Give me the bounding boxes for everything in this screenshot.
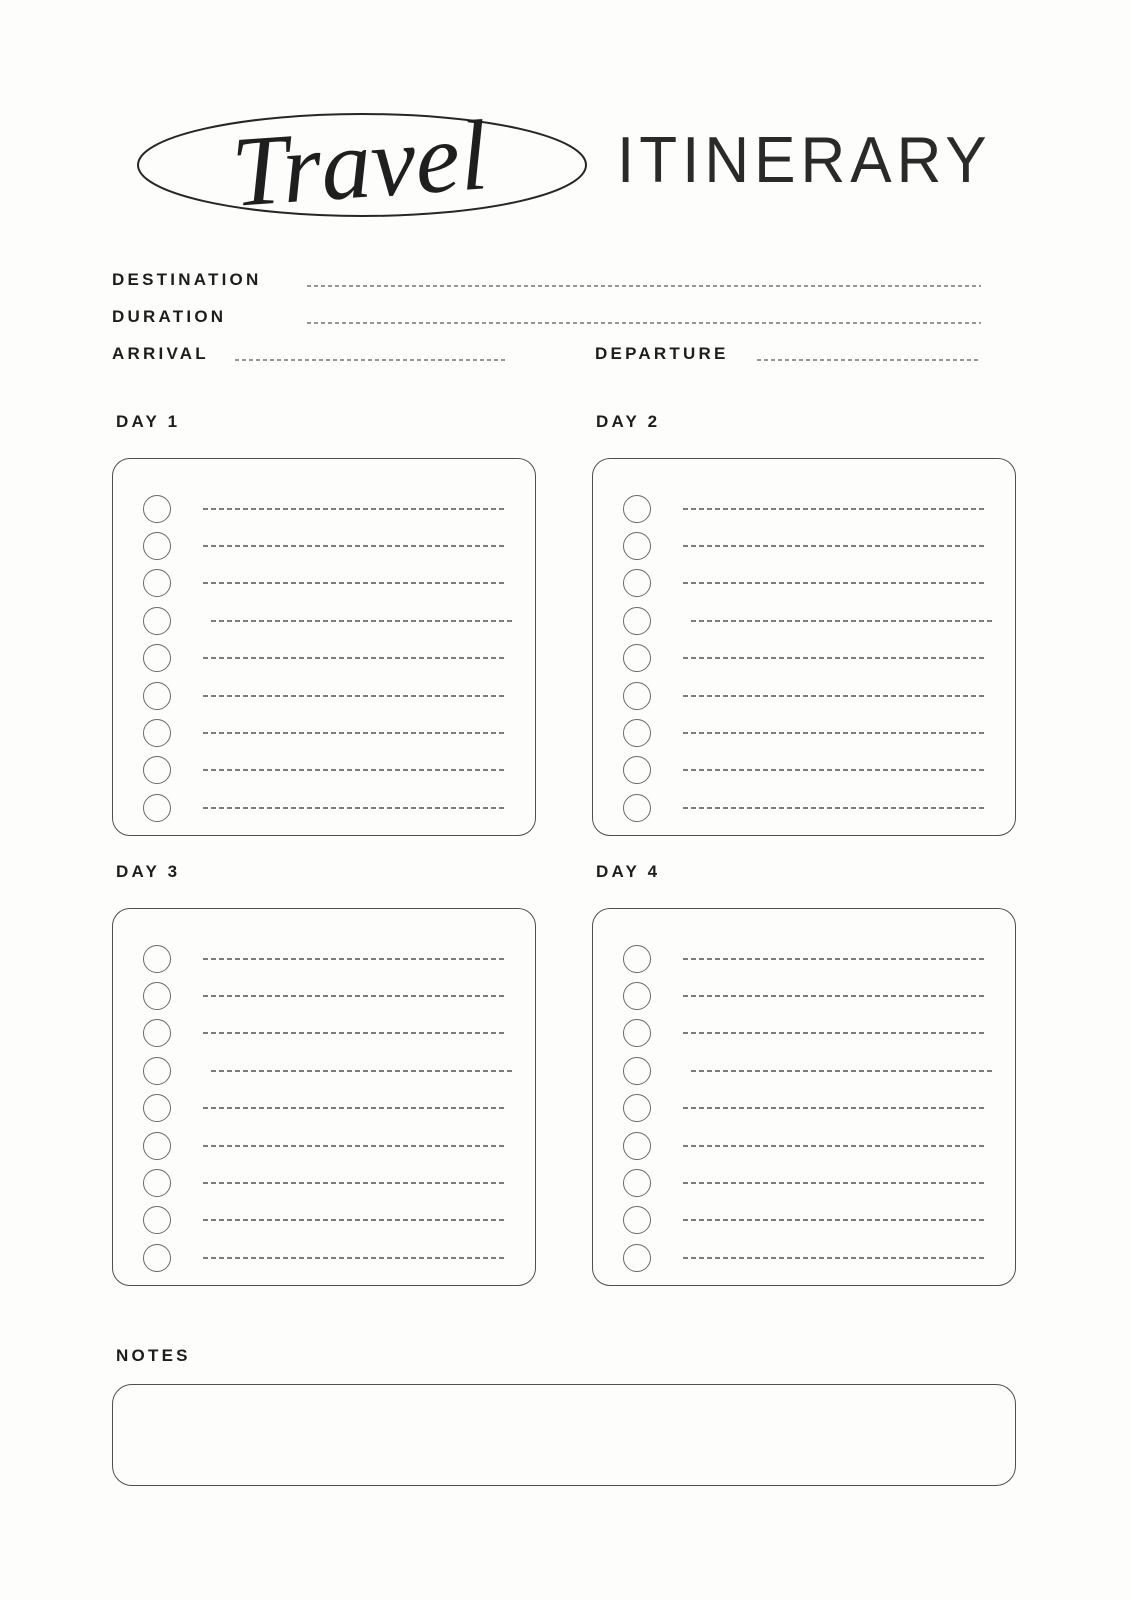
day-3-box <box>112 908 536 1286</box>
checklist-row <box>623 1202 985 1239</box>
checkbox-circle[interactable] <box>143 532 171 560</box>
checklist-row <box>143 1015 505 1052</box>
entry-line[interactable] <box>203 695 505 697</box>
page-title: ITINERARY <box>617 124 992 197</box>
entry-line[interactable] <box>203 732 505 734</box>
checkbox-circle[interactable] <box>623 682 651 710</box>
arrival-departure-row <box>112 342 1016 364</box>
departure-label: DEPARTURE <box>595 344 729 363</box>
checklist-row <box>623 527 985 564</box>
entry-line[interactable] <box>203 582 505 584</box>
entry-line[interactable] <box>683 995 985 997</box>
checklist-row <box>143 1202 505 1239</box>
checkbox-circle[interactable] <box>143 495 171 523</box>
arrival-label: ARRIVAL <box>112 344 209 363</box>
checkbox-circle[interactable] <box>623 644 651 672</box>
checklist-row <box>623 940 985 977</box>
entry-line[interactable] <box>683 1107 985 1109</box>
checklist-row <box>143 1127 505 1164</box>
departure-line[interactable] <box>757 359 981 361</box>
entry-line[interactable] <box>691 620 993 622</box>
entry-line[interactable] <box>203 1107 505 1109</box>
checkbox-circle[interactable] <box>623 719 651 747</box>
checkbox-circle[interactable] <box>623 1057 651 1085</box>
script-title-text: Travel <box>228 99 492 228</box>
checklist-row <box>623 565 985 602</box>
entry-line[interactable] <box>683 1257 985 1259</box>
duration-row <box>112 305 1016 327</box>
entry-line[interactable] <box>203 657 505 659</box>
checkbox-circle[interactable] <box>143 1057 171 1085</box>
checkbox-circle[interactable] <box>143 569 171 597</box>
entry-line[interactable] <box>683 545 985 547</box>
checklist-row <box>623 752 985 789</box>
day-3-section <box>112 862 536 1286</box>
entry-line[interactable] <box>683 657 985 659</box>
checklist-row <box>143 677 505 714</box>
checklist-row <box>623 490 985 527</box>
entry-line[interactable] <box>203 1145 505 1147</box>
checkbox-circle[interactable] <box>623 1019 651 1047</box>
checklist-row <box>143 714 505 751</box>
entry-line[interactable] <box>203 769 505 771</box>
checkbox-circle[interactable] <box>143 945 171 973</box>
entry-line[interactable] <box>203 1032 505 1034</box>
checklist-row <box>623 1015 985 1052</box>
entry-line[interactable] <box>683 1145 985 1147</box>
checkbox-circle[interactable] <box>143 1206 171 1234</box>
entry-line[interactable] <box>211 620 513 622</box>
checkbox-circle[interactable] <box>623 569 651 597</box>
entry-line[interactable] <box>683 1219 985 1221</box>
title-ellipse-ornament <box>130 85 600 228</box>
checklist-row <box>143 977 505 1014</box>
entry-line[interactable] <box>691 1070 993 1072</box>
entry-line[interactable] <box>683 958 985 960</box>
entry-line[interactable] <box>683 1182 985 1184</box>
checkbox-circle[interactable] <box>143 719 171 747</box>
destination-label: DESTINATION <box>112 270 262 289</box>
checkbox-circle[interactable] <box>623 1206 651 1234</box>
checklist-row <box>143 490 505 527</box>
checklist-row <box>143 527 505 564</box>
entry-line[interactable] <box>683 1032 985 1034</box>
checklist-row <box>623 1127 985 1164</box>
notes-label: NOTES <box>116 1346 191 1365</box>
checklist-row <box>623 1052 985 1089</box>
checklist-row <box>143 602 505 639</box>
checklist-row <box>623 977 985 1014</box>
checklist-row <box>623 602 985 639</box>
destination-row <box>112 268 1016 290</box>
entry-line[interactable] <box>203 958 505 960</box>
checkbox-circle[interactable] <box>623 794 651 822</box>
day-4-section <box>592 862 1016 1286</box>
checkbox-circle[interactable] <box>623 756 651 784</box>
checklist-row <box>143 1239 505 1276</box>
entry-line[interactable] <box>203 1257 505 1259</box>
day-1-label: DAY 1 <box>116 412 181 431</box>
checklist-row <box>143 1090 505 1127</box>
checklist-row <box>143 640 505 677</box>
checkbox-circle[interactable] <box>143 756 171 784</box>
checklist-row <box>623 714 985 751</box>
checkbox-circle[interactable] <box>143 1019 171 1047</box>
checklist-row <box>623 1239 985 1276</box>
checklist-row <box>143 1164 505 1201</box>
checkbox-circle[interactable] <box>623 982 651 1010</box>
checklist-row <box>623 677 985 714</box>
entry-line[interactable] <box>683 582 985 584</box>
arrival-line[interactable] <box>235 359 508 361</box>
checkbox-circle[interactable] <box>623 532 651 560</box>
entry-line[interactable] <box>203 807 505 809</box>
entry-line[interactable] <box>203 1219 505 1221</box>
duration-line[interactable] <box>307 322 981 324</box>
trip-fields-section <box>112 268 1016 379</box>
checkbox-circle[interactable] <box>143 682 171 710</box>
entry-line[interactable] <box>683 807 985 809</box>
checklist-row <box>623 789 985 826</box>
entry-line[interactable] <box>203 995 505 997</box>
checkbox-circle[interactable] <box>623 945 651 973</box>
day-1-box <box>112 458 536 836</box>
page-header <box>130 85 1030 235</box>
entry-line[interactable] <box>683 508 985 510</box>
duration-label: DURATION <box>112 307 227 326</box>
day-2-section <box>592 412 1016 836</box>
checklist-row <box>143 789 505 826</box>
entry-line[interactable] <box>683 695 985 697</box>
entry-line[interactable] <box>203 545 505 547</box>
entry-line[interactable] <box>211 1070 513 1072</box>
checkbox-circle[interactable] <box>623 1244 651 1272</box>
checkbox-circle[interactable] <box>143 1094 171 1122</box>
checklist-row <box>143 565 505 602</box>
checklist-row <box>623 640 985 677</box>
checkbox-circle[interactable] <box>143 1244 171 1272</box>
entry-line[interactable] <box>203 508 505 510</box>
entry-line[interactable] <box>683 769 985 771</box>
day-4-box <box>592 908 1016 1286</box>
checklist-row <box>143 940 505 977</box>
day-2-label: DAY 2 <box>596 412 661 431</box>
checkbox-circle[interactable] <box>623 1094 651 1122</box>
checkbox-circle[interactable] <box>143 644 171 672</box>
checkbox-circle[interactable] <box>623 495 651 523</box>
days-grid <box>112 412 1016 1286</box>
checkbox-circle[interactable] <box>143 1132 171 1160</box>
day-3-label: DAY 3 <box>116 862 181 881</box>
checklist-row <box>623 1090 985 1127</box>
checkbox-circle[interactable] <box>623 1132 651 1160</box>
checklist-row <box>143 752 505 789</box>
checklist-row <box>143 1052 505 1089</box>
checkbox-circle[interactable] <box>143 1169 171 1197</box>
checkbox-circle[interactable] <box>623 607 651 635</box>
checklist-row <box>623 1164 985 1201</box>
entry-line[interactable] <box>683 732 985 734</box>
day-1-section <box>112 412 536 836</box>
entry-line[interactable] <box>203 1182 505 1184</box>
checkbox-circle[interactable] <box>143 794 171 822</box>
checkbox-circle[interactable] <box>143 982 171 1010</box>
checkbox-circle[interactable] <box>143 607 171 635</box>
destination-line[interactable] <box>307 285 981 287</box>
day-4-label: DAY 4 <box>596 862 661 881</box>
notes-box[interactable] <box>112 1384 1016 1486</box>
checkbox-circle[interactable] <box>623 1169 651 1197</box>
day-2-box <box>592 458 1016 836</box>
